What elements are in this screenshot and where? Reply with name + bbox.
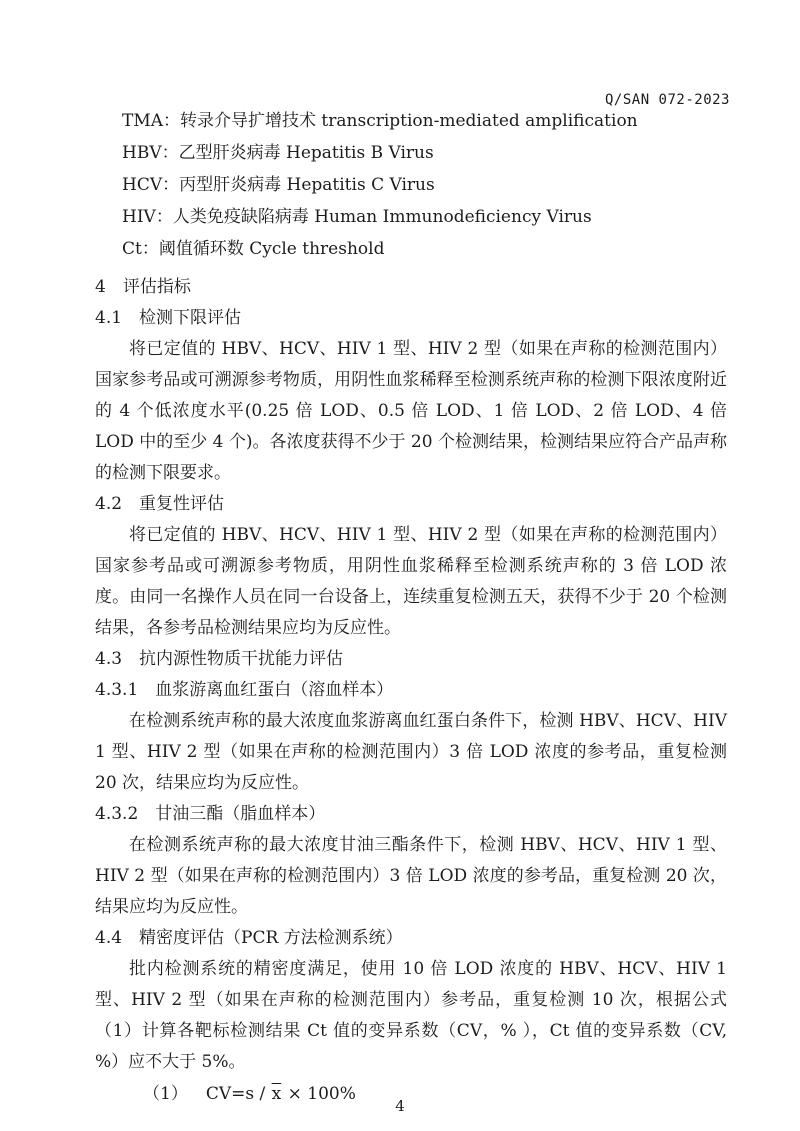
- abbreviation-hiv: HIV：人类免疫缺陷病毒 Human Immunodeficiency Virus: [122, 207, 592, 227]
- section-body-4-4: 批内检测系统的精密度满足，使用 10 倍 LOD 浓度的 HBV、HCV、HIV 1 型、HIV 2 型（如果在声称的检测范围内）参考品，重复检测 10 次，根据公式（1）计算各靶标检测结果 Ct 值的变异系数（CV，% ），Ct 值的变异系数（CV, %）应不大于 5%。: [95, 959, 727, 1072]
- section-heading-4-3-2: 4.3.2 甘油三酯（脂血样本）: [95, 804, 326, 824]
- document-body: [95, 105, 727, 1111]
- doc-number: Q/SAN 072-2023: [604, 92, 730, 108]
- section-heading-4: 4 评估指标: [95, 277, 191, 297]
- abbreviation-ct: Ct：阈值循环数 Cycle threshold: [122, 239, 385, 259]
- section-body-4-3-1: 在检测系统声称的最大浓度血浆游离血红蛋白条件下，检测 HBV、HCV、HIV 1 型、HIV 2 型（如果在声称的检测范围内）3 倍 LOD 浓度的参考品，重复检测 20 次，结果应均为反应性。: [95, 711, 727, 793]
- section-heading-4-3: 4.3 抗内源性物质干扰能力评估: [95, 649, 344, 669]
- section-body-4-2: 将已定值的 HBV、HCV、HIV 1 型、HIV 2 型（如果在声称的检测范围内）国家参考品或可溯源参考物质，用阴性血浆稀释至检测系统声称的 3 倍 LOD 浓度。由同一名操作人员在同一台设备上，连续重复检测五天，获得不少于 20 个检测结果，各参考品检测结果应均为反应性。: [95, 525, 727, 638]
- abbreviation-hcv: HCV：丙型肝炎病毒 Hepatitis C Virus: [122, 175, 435, 195]
- section-heading-4-2: 4.2 重复性评估: [95, 494, 225, 514]
- formula-lhs: CV=s /: [205, 1084, 266, 1104]
- page-number: 4: [395, 1097, 405, 1115]
- formula-xbar: $\overline{x}$: [271, 1084, 282, 1104]
- section-heading-4-3-1: 4.3.1 血浆游离血红蛋白（溶血样本）: [95, 680, 394, 700]
- section-heading-4-4: 4.4 精密度评估（PCR 方法检测系统）: [95, 928, 403, 948]
- section-body-4-1: 将已定值的 HBV、HCV、HIV 1 型、HIV 2 型（如果在声称的检测范围内）国家参考品或可溯源参考物质，用阴性血浆稀释至检测系统声称的检测下限浓度附近的 4 个低浓度水平(0.25 倍 LOD、0.5 倍 LOD、1 倍 LOD、2 倍 LOD、4 倍 LOD 中的至少 4 个)。各浓度获得不少于 20 个检测结果，检测结果应符合产品声称的检测下限要求。: [95, 339, 727, 483]
- abbreviation-tma: TMA：转录介导扩增技术 transcription-mediated amplification: [122, 111, 638, 131]
- formula-label: （1）: [143, 1084, 188, 1104]
- formula-rhs: × 100%: [287, 1084, 356, 1104]
- section-body-4-3-2: 在检测系统声称的最大浓度甘油三酯条件下，检测 HBV、HCV、HIV 1 型、HIV 2 型（如果在声称的检测范围内）3 倍 LOD 浓度的参考品，重复检测 20 次，结果应均为反应性。: [95, 835, 727, 917]
- abbreviation-hbv: HBV：乙型肝炎病毒 Hepatitis B Virus: [122, 143, 434, 163]
- section-heading-4-1: 4.1 检测下限评估: [95, 308, 242, 328]
